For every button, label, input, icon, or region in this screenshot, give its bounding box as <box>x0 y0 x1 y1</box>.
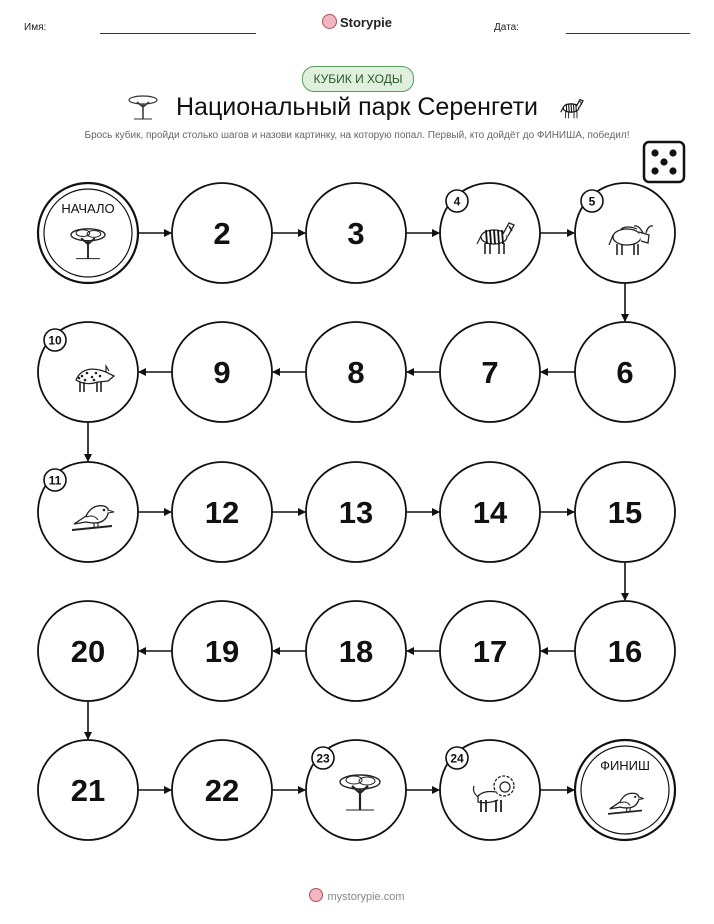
board-cell[interactable] <box>38 322 138 422</box>
footer-site <box>0 888 714 903</box>
finish-cell[interactable] <box>575 740 675 840</box>
cell-number: 11 <box>48 473 62 488</box>
cell-number: 5 <box>588 194 596 209</box>
footer-mascot-icon <box>309 888 323 902</box>
cell-number: 22 <box>204 773 240 808</box>
start-cell[interactable] <box>38 183 138 283</box>
cell-number: 13 <box>338 495 374 530</box>
cell-number: 7 <box>481 355 499 390</box>
cell-number: 20 <box>70 634 106 669</box>
board-cell[interactable] <box>440 601 540 701</box>
cell-label: ФИНИШ <box>600 758 650 773</box>
cell-number: 3 <box>347 216 365 251</box>
cell-number: 9 <box>213 355 231 390</box>
cell-number: 23 <box>316 751 330 766</box>
cell-number: 18 <box>338 634 374 669</box>
board-cell[interactable] <box>38 462 138 562</box>
footer-url: mystorypie.com <box>327 891 405 903</box>
board-cell[interactable] <box>306 601 406 701</box>
cell-number: 21 <box>70 773 106 808</box>
cell-number: 19 <box>204 634 240 669</box>
board-cell[interactable] <box>440 462 540 562</box>
board-cell[interactable] <box>575 183 675 283</box>
board-cell[interactable] <box>172 740 272 840</box>
cell-number: 12 <box>204 495 240 530</box>
name-label: Имя: <box>24 22 47 33</box>
board-cell[interactable] <box>575 462 675 562</box>
page-title: Национальный парк Серенгети <box>175 93 538 121</box>
date-label: Дата: <box>494 22 519 33</box>
board-cell[interactable] <box>172 322 272 422</box>
cell-number: 24 <box>450 751 464 766</box>
instructions: Брось кубик, пройди столько шагов и назови картинку, на которую попал. Первый, кто дойдёт до ФИНИША, победил! <box>84 130 630 141</box>
board-cell[interactable] <box>440 740 540 840</box>
brand-name: Storypie <box>339 15 392 30</box>
board-cell[interactable] <box>172 183 272 283</box>
cell-number: 14 <box>472 495 508 530</box>
cell-number: 17 <box>472 634 508 669</box>
cell-number: 6 <box>616 355 634 390</box>
board-cell[interactable] <box>172 601 272 701</box>
board-cell[interactable] <box>440 183 540 283</box>
cell-number: 8 <box>347 355 365 390</box>
board-cell[interactable] <box>575 601 675 701</box>
category-badge: КУБИК И ХОДЫ <box>302 66 414 92</box>
board-cell[interactable] <box>38 740 138 840</box>
cell-number: 16 <box>607 634 643 669</box>
board-cell[interactable] <box>306 322 406 422</box>
cell-number: 2 <box>213 216 231 251</box>
cell-number: 10 <box>48 333 62 348</box>
cell-label: НАЧАЛО <box>61 201 115 216</box>
board-cell[interactable] <box>172 462 272 562</box>
cell-number: 4 <box>453 194 461 209</box>
board-cell[interactable] <box>306 462 406 562</box>
board-cell[interactable] <box>575 322 675 422</box>
board-cell[interactable] <box>38 601 138 701</box>
cell-number: 15 <box>607 495 643 530</box>
board-cell[interactable] <box>306 183 406 283</box>
board-cell[interactable] <box>306 740 406 840</box>
board-cell[interactable] <box>440 322 540 422</box>
